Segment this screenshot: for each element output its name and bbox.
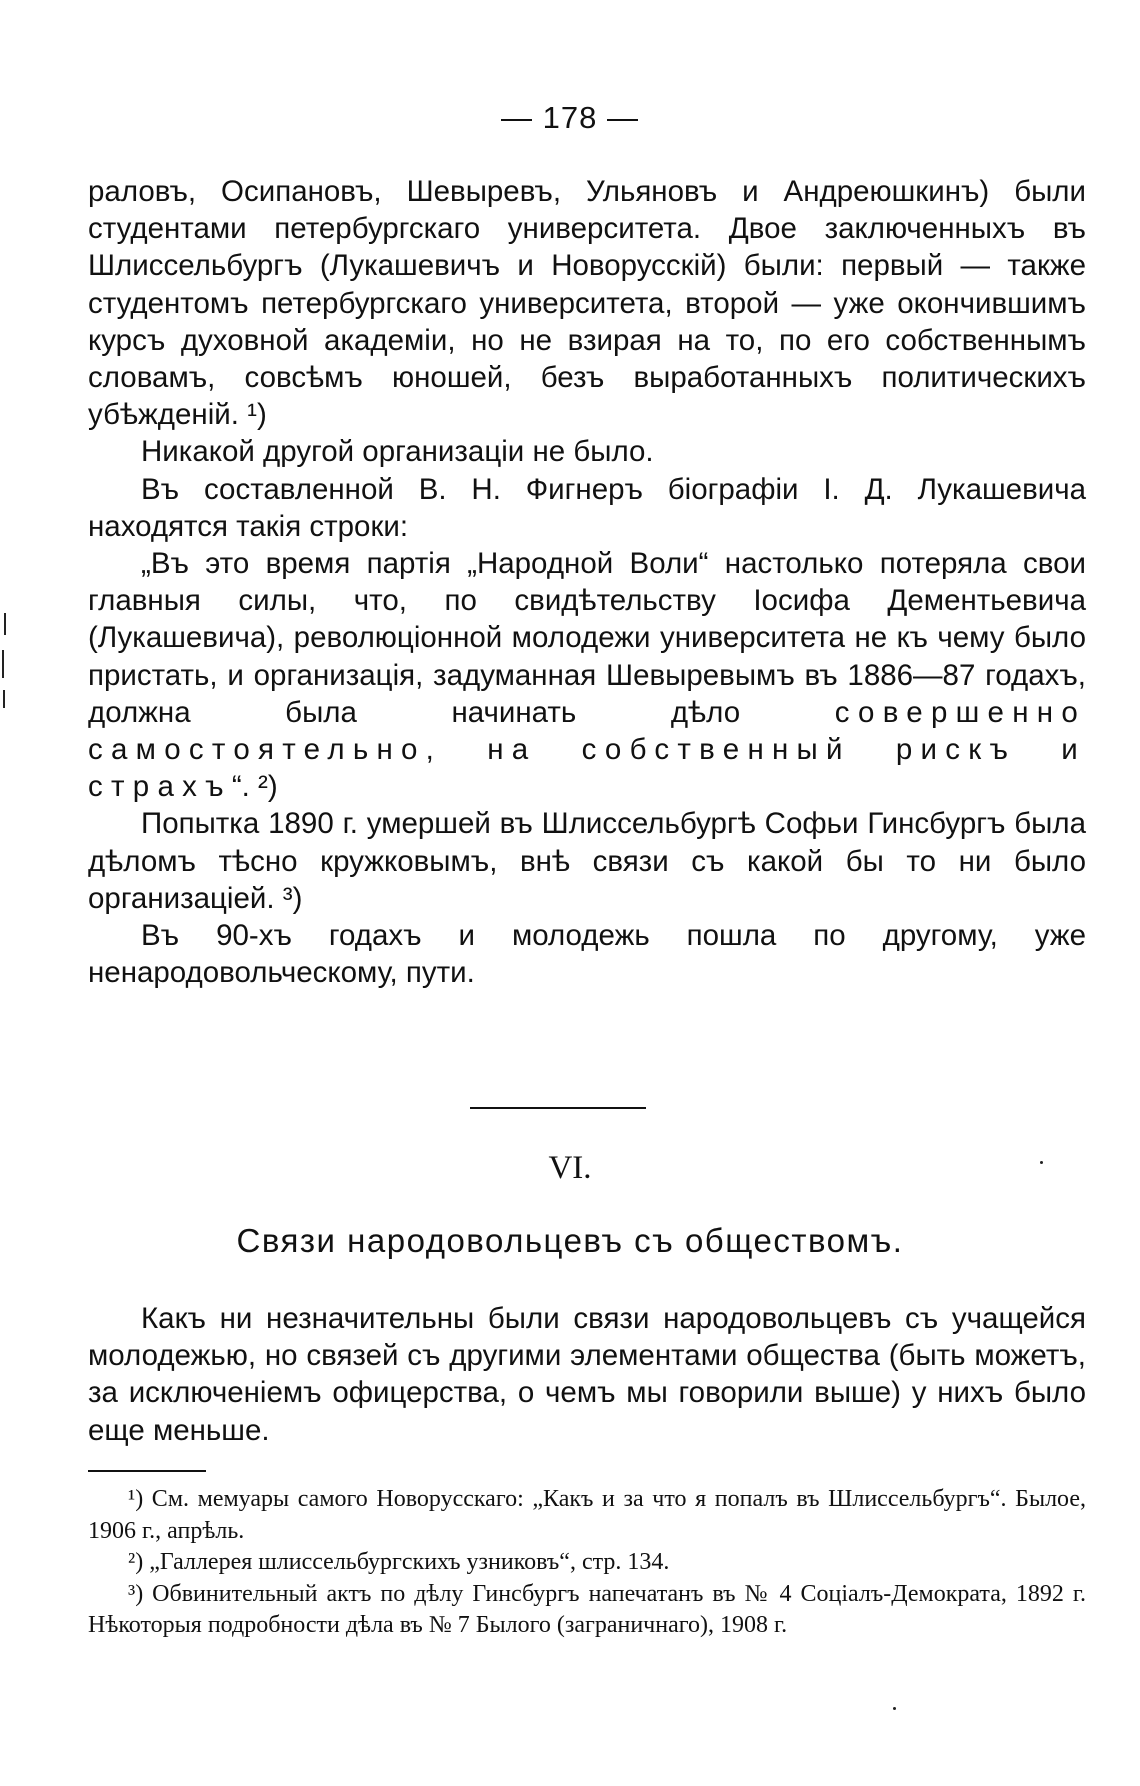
paragraph-ginsburg: Попытка 1890 г. умершей въ Шлиссельбургѣ Софьи Гинсбургъ была дѣломъ тѣсно кружковымъ, внѣ связи съ какой бы то ни было организаціей. ³) (88, 807, 1086, 915)
quote-lead: „Въ это время партія „Народной Воли“ настолько потеряла свои главныя силы, что, по свидѣтельству Іосифа Дементьевича (Лукашевича), революціонной молодежи университета не къ чему было пристать, и организація, задуманная Шевыревымъ въ 1886—87 годахъ, должна была начинать дѣло (88, 547, 1086, 729)
paragraph-continued: раловъ, Осипановъ, Шевыревъ, Ульяновъ и Андреюшкинъ) были студентами петербургскаго университета. Двое заключенныхъ въ Шлиссельбургъ (Лукашевичъ и Новорусскій) были: первый — также студентомъ петербургскаго университета, второй — уже окончившимъ курсъ духовной академіи, но не взирая на то, по его собственнымъ словамъ, совсѣмъ юношей, безъ выработанныхъ политическихъ убѣжденій. ¹) (88, 175, 1086, 432)
footnote-2: ²) „Галлерея шлиссельбургскихъ узниковъ“, стр. 134. (128, 1549, 670, 1575)
footnote-3: ³) Обвинительный актъ по дѣлу Гинсбургъ напечатанъ въ № 4 Соціалъ-Демократа, 1892 г. Нѣкоторыя подробности дѣла въ № 7 Былого (заграничнаго), 1908 г. (88, 1580, 1086, 1638)
paragraph-nineties: Въ 90-хъ годахъ и молодежь пошла по другому, уже ненародовольческому, пути. (88, 919, 1086, 990)
scan-speck (1040, 1161, 1043, 1164)
page-number: — 178 — (501, 100, 639, 135)
scan-speck (3, 690, 5, 708)
section-title: Связи народовольцевъ съ обществомъ. (236, 1222, 904, 1259)
section-divider (470, 1107, 646, 1109)
quote-emphasis: совершенно самостоятельно, на собственный рискъ и страхъ (88, 695, 1086, 804)
scan-speck (893, 1707, 896, 1710)
section-text-block (88, 1300, 1086, 1449)
paragraph-figner-biography: Въ составленной В. Н. Фигнеръ біографіи І. Д. Лукашевича находятся такія строки: (88, 472, 1086, 543)
footnote-divider (88, 1470, 206, 1472)
scan-speck (2, 650, 4, 678)
section-paragraph: Какъ ни незначительны были связи народовольцевъ съ учащейся молодежью, но связей съ другими элементами общества (быть можетъ, за исключеніемъ офицерства, о чемъ мы говорили выше) у нихъ было еще меньше. (88, 1302, 1086, 1447)
footnote-1: ¹) См. мемуары самого Новорусскаго: „Какъ и за что я попалъ въ Шлиссельбургъ“. Былое, 1906 г., апрѣль. (88, 1486, 1086, 1544)
paragraph-no-organization: Никакой другой организаціи не было. (141, 435, 654, 469)
scan-speck (4, 613, 6, 635)
quote-tail: “. ²) (231, 770, 278, 804)
footnotes (88, 1484, 1086, 1642)
section-number: VI. (548, 1150, 592, 1186)
main-text-block (88, 173, 1086, 991)
quote-paragraph (88, 545, 1086, 805)
